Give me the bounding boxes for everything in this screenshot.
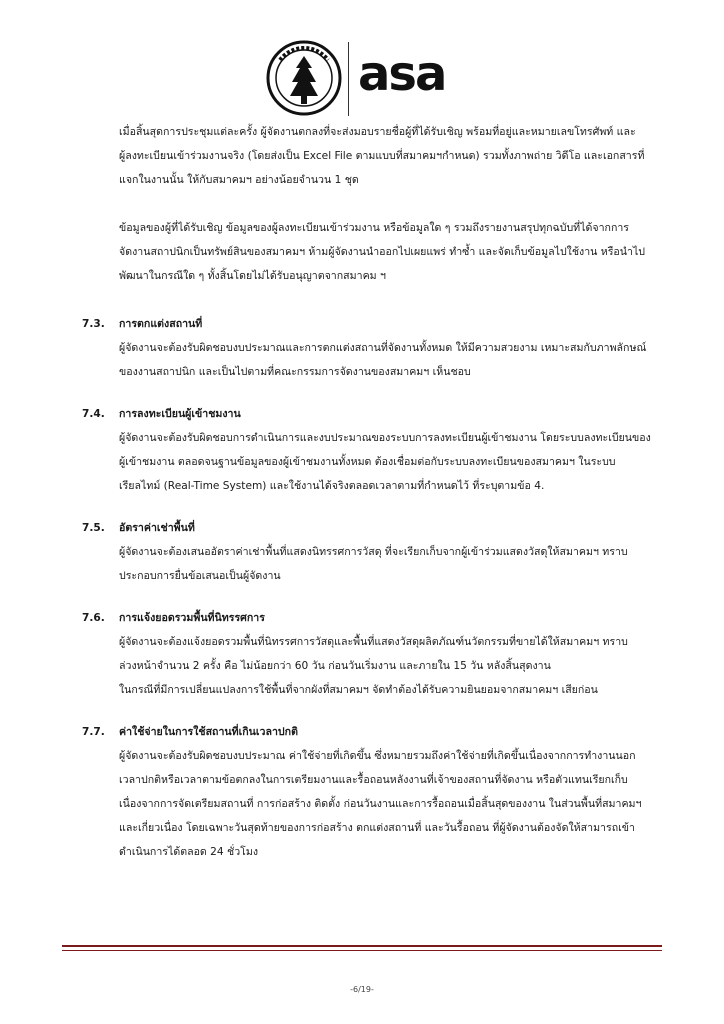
text-line: ผู้จัดงานจะต้องรับผิดชอบงบประมาณและการตกแต่งสถานที่จัดงานทั้งหมด ให้มีความสวยงาม เหมาะสมกับภาพลักษณ์ xyxy=(119,342,647,354)
header-divider xyxy=(348,42,349,116)
text-line: จัดงานสถาปนิกเป็นทรัพย์สินของสมาคมฯ ห้ามผู้จัดงานนำออกไปเผยแพร่ ทำซ้ำ และจัดเก็บข้อมูลไปใช้งาน หรือนำไป xyxy=(119,246,646,258)
text-line: ข้อมูลของผู้ที่ได้รับเชิญ ข้อมูลของผู้ลงทะเบียนเข้าร่วมงาน หรือข้อมูลใด ๆ รวมถึงรายงานสรุปทุกฉบับที่ได้จากการ xyxy=(119,222,630,234)
intro-paragraph-2 xyxy=(119,216,672,288)
section-heading xyxy=(82,312,672,336)
intro-paragraph-1 xyxy=(119,120,672,192)
section-7-3 xyxy=(82,312,672,384)
text-line: เรียลไทม์ (Real-Time System) และใช้งานได้จริงตลอดเวลาตามที่กำหนดไว้ ที่ระบุตามข้อ 4. xyxy=(119,480,545,492)
section-heading xyxy=(82,606,672,630)
section-number: 7.6. xyxy=(82,612,105,624)
section-7-5 xyxy=(82,516,672,588)
section-heading xyxy=(82,720,672,744)
document-body xyxy=(82,120,672,864)
footer-divider xyxy=(62,945,662,947)
section-heading xyxy=(82,516,672,540)
text-line: ผู้เข้าชมงาน ตลอดจนฐานข้อมูลของผู้เข้าชมงานทั้งหมด ต้องเชื่อมต่อกับระบบลงทะเบียนของสมาคมฯ ในระบบ xyxy=(119,456,616,468)
association-seal-icon xyxy=(266,38,342,118)
text-line: ดำเนินการได้ตลอด 24 ชั่วโมง xyxy=(119,846,259,858)
text-line: ในกรณีที่มีการเปลี่ยนแปลงการใช้พื้นที่จากผังที่สมาคมฯ จัดทำต้องได้รับความยินยอมจากสมาคมฯ เสียก่อน xyxy=(119,684,598,696)
section-number: 7.5. xyxy=(82,522,105,534)
page-header xyxy=(0,38,724,120)
section-7-7 xyxy=(82,720,672,864)
text-line: เมื่อสิ้นสุดการประชุมแต่ละครั้ง ผู้จัดงานตกลงที่จะส่งมอบรายชื่อผู้ที่ได้รับเชิญ พร้อมที่อยู่และหมายเลขโทรศัพท์ และ xyxy=(119,126,636,138)
section-7-6 xyxy=(82,606,672,702)
section-title: การแจ้งยอดรวมพื้นที่นิทรรศการ xyxy=(119,612,265,624)
text-line: และเกี่ยวเนื่อง โดยเฉพาะวันสุดท้ายของการก่อสร้าง ตกแต่งสถานที่ และวันรื้อถอน ที่ผู้จัดงานต้องจัดให้สามารถเข้า xyxy=(119,822,635,834)
text-line: ของงานสถาปนิก และเป็นไปตามที่คณะกรรมการจัดงานของสมาคมฯ เห็นชอบ xyxy=(119,366,471,378)
section-number: 7.3. xyxy=(82,318,105,330)
svg-text:asa: asa xyxy=(358,50,446,100)
footer-divider-thin xyxy=(62,950,662,951)
section-number: 7.7. xyxy=(82,726,105,738)
section-number: 7.4. xyxy=(82,408,105,420)
text-line: เวลาปกติหรือเวลาตามข้อตกลงในการเตรียมงานและรื้อถอนหลังงานที่เจ้าของสถานที่จัดงาน หรือตัวแทนเรียกเก็บ xyxy=(119,774,628,786)
section-title: การลงทะเบียนผู้เข้าชมงาน xyxy=(119,408,241,420)
text-line: ผู้จัดงานจะต้องรับผิดชอบงบประมาณ ค่าใช้จ่ายที่เกิดขึ้น ซึ่งหมายรวมถึงค่าใช้จ่ายที่เกิดขึ้นเนื่องจากการทำงานนอก xyxy=(119,750,636,762)
section-7-4 xyxy=(82,402,672,498)
section-title: ค่าใช้จ่ายในการใช้สถานที่เกินเวลาปกติ xyxy=(119,726,298,738)
text-line: ประกอบการยื่นข้อเสนอเป็นผู้จัดงาน xyxy=(119,570,281,582)
text-line: แจกในงานนั้น ให้กับสมาคมฯ อย่างน้อยจำนวน 1 ชุด xyxy=(119,174,359,186)
section-heading xyxy=(82,402,672,426)
section-title: อัตราค่าเช่าพื้นที่ xyxy=(119,522,195,534)
text-line: เนื่องจากการจัดเตรียมสถานที่ การก่อสร้าง ติดตั้ง ก่อนวันงานและการรื้อถอนเมื่อสิ้นสุดของงาน ในส่วนพื้นที่สมาคมฯ xyxy=(119,798,642,810)
asa-logo xyxy=(356,50,466,100)
page-number: -6/19- xyxy=(350,985,374,994)
text-line: ผู้จัดงานจะต้องเสนออัตราค่าเช่าพื้นที่แสดงนิทรรศการวัสดุ ที่จะเรียกเก็บจากผู้เข้าร่วมแสดงวัสดุให้สมาคมฯ ทราบ xyxy=(119,546,628,558)
text-line: ผู้จัดงานจะต้องแจ้งยอดรวมพื้นที่นิทรรศการวัสดุและพื้นที่แสดงวัสดุผลิตภัณฑ์นวัตกรรมที่ขายได้ให้สมาคมฯ ทราบ xyxy=(119,636,628,648)
text-line: พัฒนาในกรณีใด ๆ ทั้งสิ้นโดยไม่ได้รับอนุญาตจากสมาคม ฯ xyxy=(119,270,386,282)
section-title: การตกแต่งสถานที่ xyxy=(119,318,203,330)
text-line: ผู้ลงทะเบียนเข้าร่วมงานจริง (โดยส่งเป็น Excel File ตามแบบที่สมาคมฯกำหนด) รวมทั้งภาพถ่าย วิดีโอ และเอกสารที่ xyxy=(119,150,645,162)
text-line: ผู้จัดงานจะต้องรับผิดชอบการดำเนินการและงบประมาณของระบบการลงทะเบียนผู้เข้าชมงาน โดยระบบลงทะเบียนของ xyxy=(119,432,651,444)
text-line: ล่วงหน้าจำนวน 2 ครั้ง คือ ไม่น้อยกว่า 60 วัน ก่อนวันเริ่มงาน และภายใน 15 วัน หลังสิ้นสุดงาน xyxy=(119,660,551,672)
